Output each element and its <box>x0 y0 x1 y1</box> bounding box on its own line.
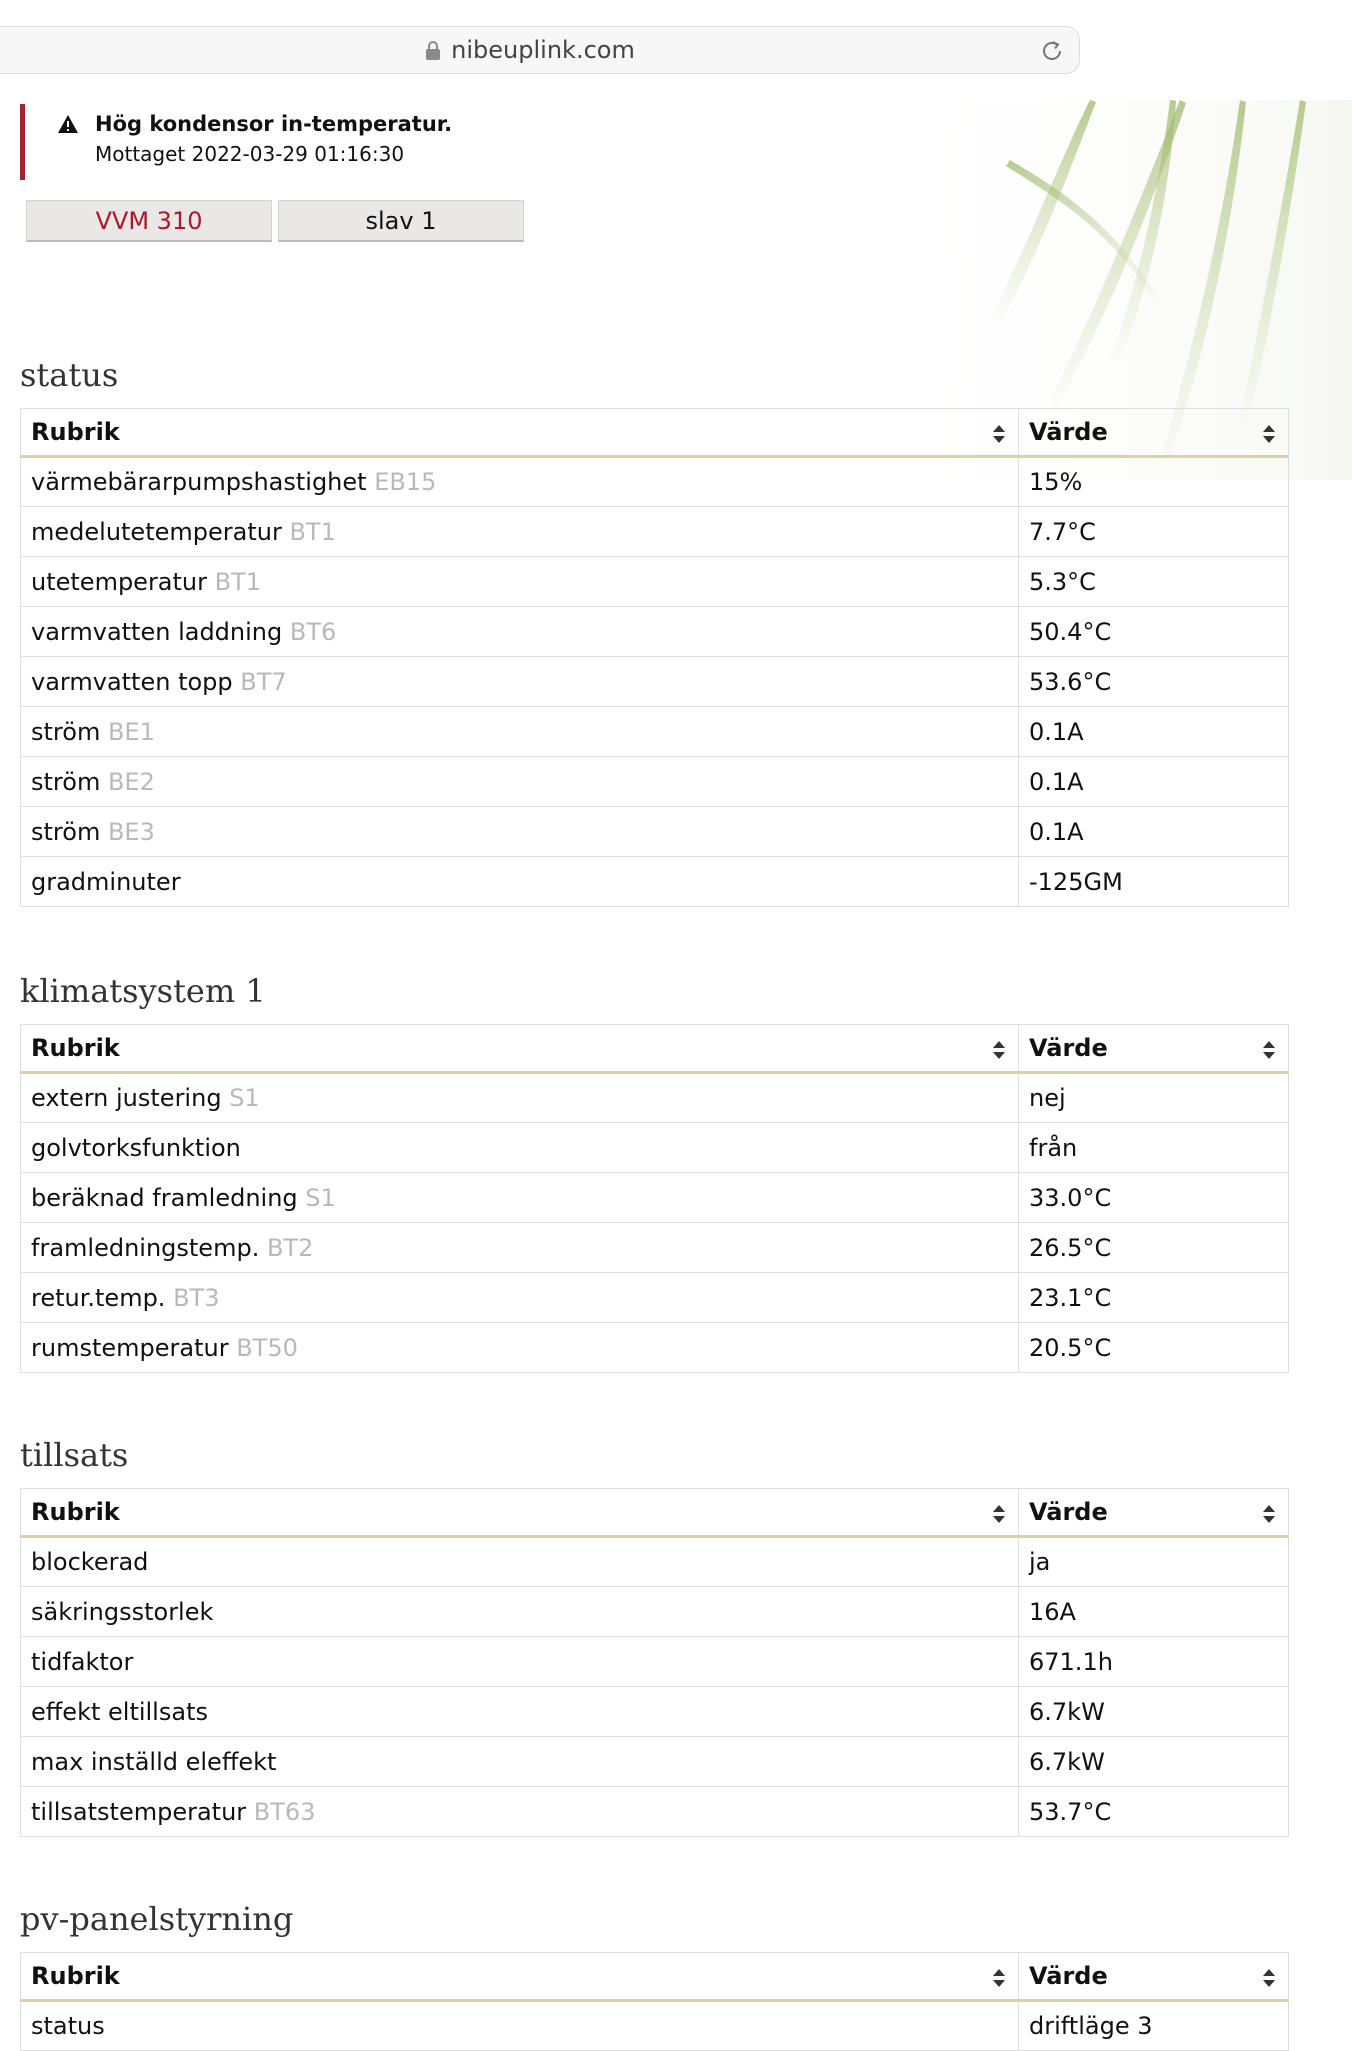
section-title: tillsats <box>20 1436 129 1474</box>
row-label: värmebärarpumpshastighet <box>31 468 367 496</box>
row-value: 50.4°C <box>1019 607 1289 657</box>
sensor-code: EB15 <box>374 468 437 496</box>
row-label-cell <box>21 1323 1019 1373</box>
row-label: säkringsstorlek <box>31 1597 214 1626</box>
alert-timestamp: Mottaget 2022-03-29 01:16:30 <box>95 142 405 166</box>
reload-icon[interactable] <box>1039 38 1065 64</box>
parameter-table <box>20 1488 1289 1837</box>
row-label: beräknad framledning <box>31 1183 298 1212</box>
row-label-cell <box>21 807 1019 857</box>
parameter-table <box>20 1952 1289 2051</box>
row-value: 16A <box>1019 1587 1289 1637</box>
row-value: 20.5°C <box>1019 1323 1289 1373</box>
sort-icon[interactable] <box>1262 424 1276 444</box>
row-label-cell <box>21 1537 1019 1587</box>
row-label-cell <box>21 1587 1019 1637</box>
row-label: varmvatten laddning <box>31 617 283 646</box>
sort-icon[interactable] <box>1262 1968 1276 1988</box>
sensor-code: S1 <box>229 1084 260 1112</box>
table-row <box>21 1587 1289 1637</box>
column-header-varde[interactable]: Värde <box>1019 1489 1289 1537</box>
sensor-code: BT7 <box>240 667 287 696</box>
row-label: blockerad <box>31 1548 149 1576</box>
row-value: 15% <box>1019 457 1289 507</box>
row-value: 33.0°C <box>1019 1173 1289 1223</box>
row-label-cell <box>21 1123 1019 1173</box>
table-row <box>21 1737 1289 1787</box>
row-label: max inställd eleffekt <box>31 1747 277 1776</box>
row-label: ström <box>31 767 101 796</box>
row-value: 671.1h <box>1019 1637 1289 1687</box>
table-header-row <box>21 409 1289 457</box>
sensor-code: BE1 <box>107 717 155 746</box>
row-label-cell <box>21 857 1019 907</box>
table-row <box>21 1273 1289 1323</box>
sort-icon[interactable] <box>992 1040 1006 1060</box>
row-label-cell <box>21 1737 1019 1787</box>
row-label: retur.temp. <box>31 1283 166 1312</box>
warning-icon <box>57 114 79 134</box>
column-header-rubrik[interactable]: Rubrik <box>21 1953 1019 2001</box>
row-value: 6.7kW <box>1019 1687 1289 1737</box>
row-value: 6.7kW <box>1019 1737 1289 1787</box>
row-value: 53.6°C <box>1019 657 1289 707</box>
sort-icon[interactable] <box>992 1504 1006 1524</box>
table-row <box>21 757 1289 807</box>
row-label: medelutetemperatur <box>31 517 282 546</box>
row-label-cell <box>21 457 1019 507</box>
table-row <box>21 1537 1289 1587</box>
table-row <box>21 657 1289 707</box>
sensor-code: BT63 <box>253 1797 316 1826</box>
row-value: 53.7°C <box>1019 1787 1289 1837</box>
column-header-rubrik[interactable]: Rubrik <box>21 1489 1019 1537</box>
row-value: ja <box>1019 1537 1289 1587</box>
row-label-cell <box>21 657 1019 707</box>
sensor-code: BT2 <box>266 1233 314 1262</box>
row-value: 0.1A <box>1019 707 1289 757</box>
row-value: 0.1A <box>1019 807 1289 857</box>
row-value: driftläge 3 <box>1019 2001 1289 2051</box>
row-label-cell <box>21 757 1019 807</box>
table-row <box>21 2001 1289 2051</box>
row-label-cell <box>21 707 1019 757</box>
section-title: klimatsystem 1 <box>20 972 266 1010</box>
row-label: gradminuter <box>31 867 181 896</box>
sort-icon[interactable] <box>1262 1504 1276 1524</box>
row-value: nej <box>1019 1073 1289 1123</box>
row-label-cell <box>21 557 1019 607</box>
tab-slav1[interactable]: slav 1 <box>278 200 524 242</box>
section-title: status <box>20 356 119 394</box>
sensor-code: BE3 <box>107 817 155 846</box>
parameter-table <box>20 408 1289 907</box>
row-label: golvtorksfunktion <box>31 1133 241 1162</box>
row-label: status <box>31 2012 105 2040</box>
sort-icon[interactable] <box>992 424 1006 444</box>
row-label: ström <box>31 817 101 846</box>
sort-icon[interactable] <box>992 1968 1006 1988</box>
table-row <box>21 607 1289 657</box>
table-row <box>21 457 1289 507</box>
parameter-table <box>20 1024 1289 1373</box>
row-label-cell <box>21 1273 1019 1323</box>
row-label-cell <box>21 1073 1019 1123</box>
column-header-varde[interactable]: Värde <box>1019 409 1289 457</box>
table-row <box>21 507 1289 557</box>
sensor-code: BT50 <box>236 1333 298 1362</box>
row-label: tidfaktor <box>31 1647 134 1676</box>
row-value: -125GM <box>1019 857 1289 907</box>
sort-icon[interactable] <box>1262 1040 1276 1060</box>
table-row <box>21 707 1289 757</box>
row-value: 7.7°C <box>1019 507 1289 557</box>
table-row <box>21 557 1289 607</box>
table-row <box>21 1637 1289 1687</box>
table-row <box>21 1223 1289 1273</box>
alarm-notice <box>20 104 520 180</box>
table-row <box>21 1123 1289 1173</box>
table-row <box>21 807 1289 857</box>
sensor-code: BT6 <box>289 617 337 646</box>
sensor-code: BT1 <box>214 567 262 596</box>
row-label: rumstemperatur <box>31 1333 229 1362</box>
table-row <box>21 1173 1289 1223</box>
row-label-cell <box>21 1223 1019 1273</box>
row-value: 5.3°C <box>1019 557 1289 607</box>
row-label-cell <box>21 1787 1019 1837</box>
row-label-cell <box>21 2001 1019 2051</box>
table-header-row <box>21 1953 1289 2001</box>
row-label: ström <box>31 717 101 746</box>
table-row <box>21 1073 1289 1123</box>
address-bar[interactable] <box>0 26 1080 74</box>
row-value: 23.1°C <box>1019 1273 1289 1323</box>
row-label: effekt eltillsats <box>31 1697 208 1726</box>
sensor-code: BT3 <box>173 1283 220 1312</box>
row-label: varmvatten topp <box>31 667 233 696</box>
table-header-row <box>21 1489 1289 1537</box>
column-header-varde[interactable]: Värde <box>1019 1953 1289 2001</box>
table-row <box>21 857 1289 907</box>
tab-vvm310[interactable]: VVM 310 <box>26 200 272 242</box>
sensor-code: S1 <box>305 1183 336 1212</box>
alert-title: Hög kondensor in-temperatur. <box>95 112 453 136</box>
row-label: extern justering <box>31 1084 222 1112</box>
table-row <box>21 1687 1289 1737</box>
row-value: 26.5°C <box>1019 1223 1289 1273</box>
row-value: 0.1A <box>1019 757 1289 807</box>
row-label-cell <box>21 1687 1019 1737</box>
row-value: från <box>1019 1123 1289 1173</box>
column-header-varde[interactable]: Värde <box>1019 1025 1289 1073</box>
row-label-cell <box>21 607 1019 657</box>
section-title: pv-panelstyrning <box>20 1900 294 1938</box>
column-header-rubrik[interactable]: Rubrik <box>21 409 1019 457</box>
table-header-row <box>21 1025 1289 1073</box>
row-label: tillsatstemperatur <box>31 1797 247 1826</box>
row-label: framledningstemp. <box>31 1233 260 1262</box>
sensor-code: BT1 <box>289 517 336 546</box>
sensor-code: BE2 <box>107 767 155 796</box>
table-row <box>21 1787 1289 1837</box>
table-row <box>21 1323 1289 1373</box>
column-header-rubrik[interactable]: Rubrik <box>21 1025 1019 1073</box>
row-label-cell <box>21 1173 1019 1223</box>
url-text: nibeuplink.com <box>451 36 635 64</box>
lock-icon <box>425 40 441 60</box>
row-label: utetemperatur <box>31 567 208 596</box>
row-label-cell <box>21 1637 1019 1687</box>
row-label-cell <box>21 507 1019 557</box>
